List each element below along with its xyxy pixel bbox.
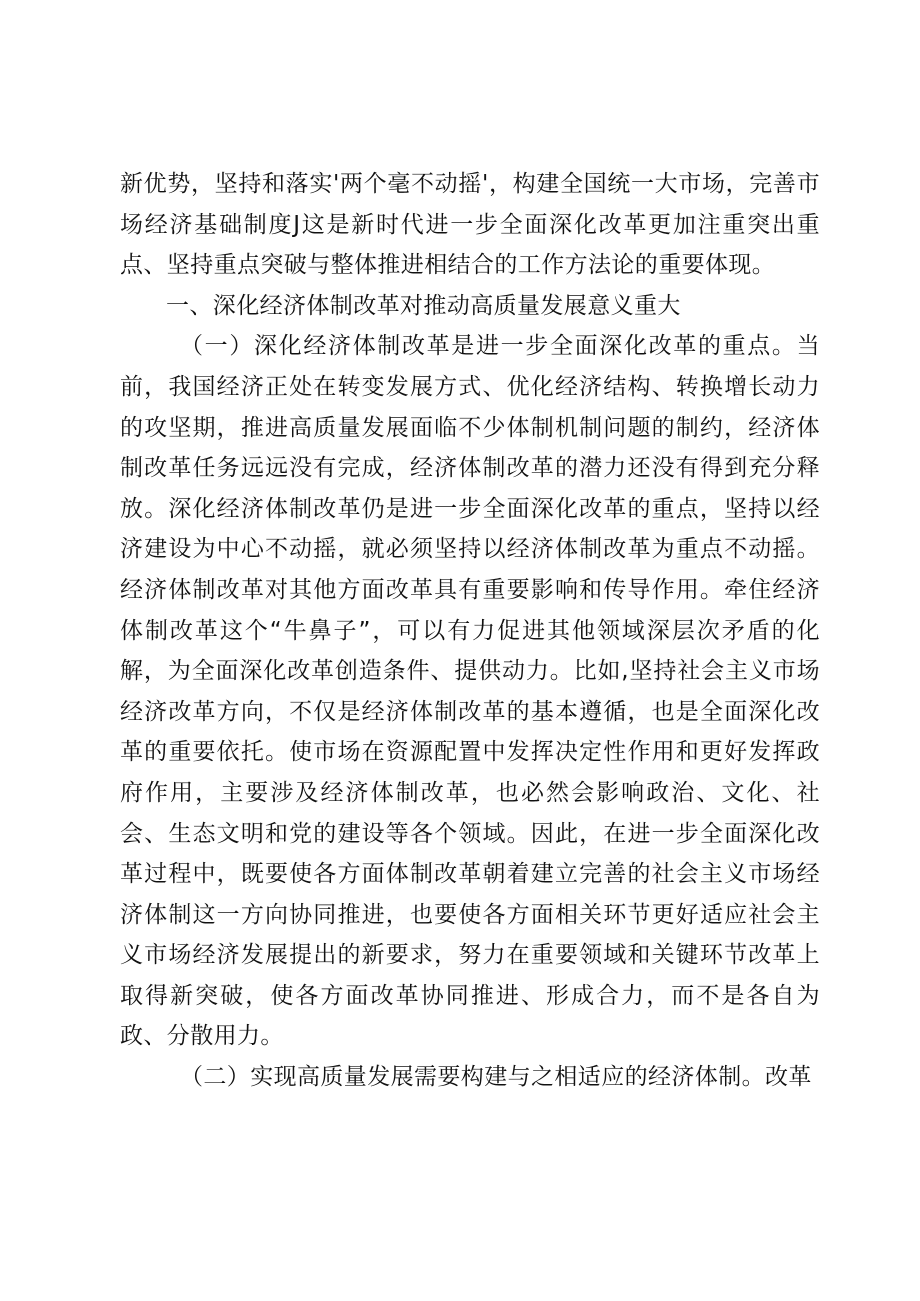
- section-heading: 一、深化经济体制改革对推动高质量发展意义重大: [166, 292, 681, 319]
- paragraph-continuation: 新优势，坚持和落实'两个毫不动摇'，构建全国统一大市场，完善市场经济基础制度J这是新时代进一步全面深化改革更加注重突出重点、坚持重点突破与整体推进相结合的工作方法论的重要体现。: [120, 171, 820, 279]
- paragraph-subsection-two: （二）实现高质量发展需要构建与之相适应的经济体制。改革: [180, 1064, 812, 1091]
- document-body: [120, 164, 820, 1098]
- paragraph-subsection-one: （一）深化经济体制改革是进一步全面深化改革的重点。当前，我国经济正处在转变发展方式、优化经济结构、转换增长动力的攻坚期，推进高质量发展面临不少体制机制问题的制约，经济体制改革任务远远没有完成，经济体制改革的潜力还没有得到充分释放。深化经济体制改革仍是进一步全面深化改革的重点，坚持以经济建设为中心不动摇，就必须坚持以经济体制改革为重点不动摇。经济体制改革对其他方面改革具有重要影响和传导作用。牵住经济体制改革这个“牛鼻子”，可以有力促进其他领域深层次矛盾的化解，为全面深化改革创造条件、提供动力。比如,坚持社会主义市场经济改革方向，不仅是经济体制改革的基本遵循，也是全面深化改革的重要依托。使市场在资源配置中发挥决定性作用和更好发挥政府作用，主要涉及经济体制改革，也必然会影响政治、文化、社会、生态文明和党的建设等各个领域。因此，在进一步全面深化改革过程中，既要使各方面体制改革朝着建立完善的社会主义市场经济体制这一方向协同推进，也要使各方面相关环节更好适应社会主义市场经济发展提出的新要求，努力在重要领域和关键环节改革上取得新突破，使各方面改革协同推进、形成合力，而不是各自为政、分散用力。: [120, 333, 820, 1050]
